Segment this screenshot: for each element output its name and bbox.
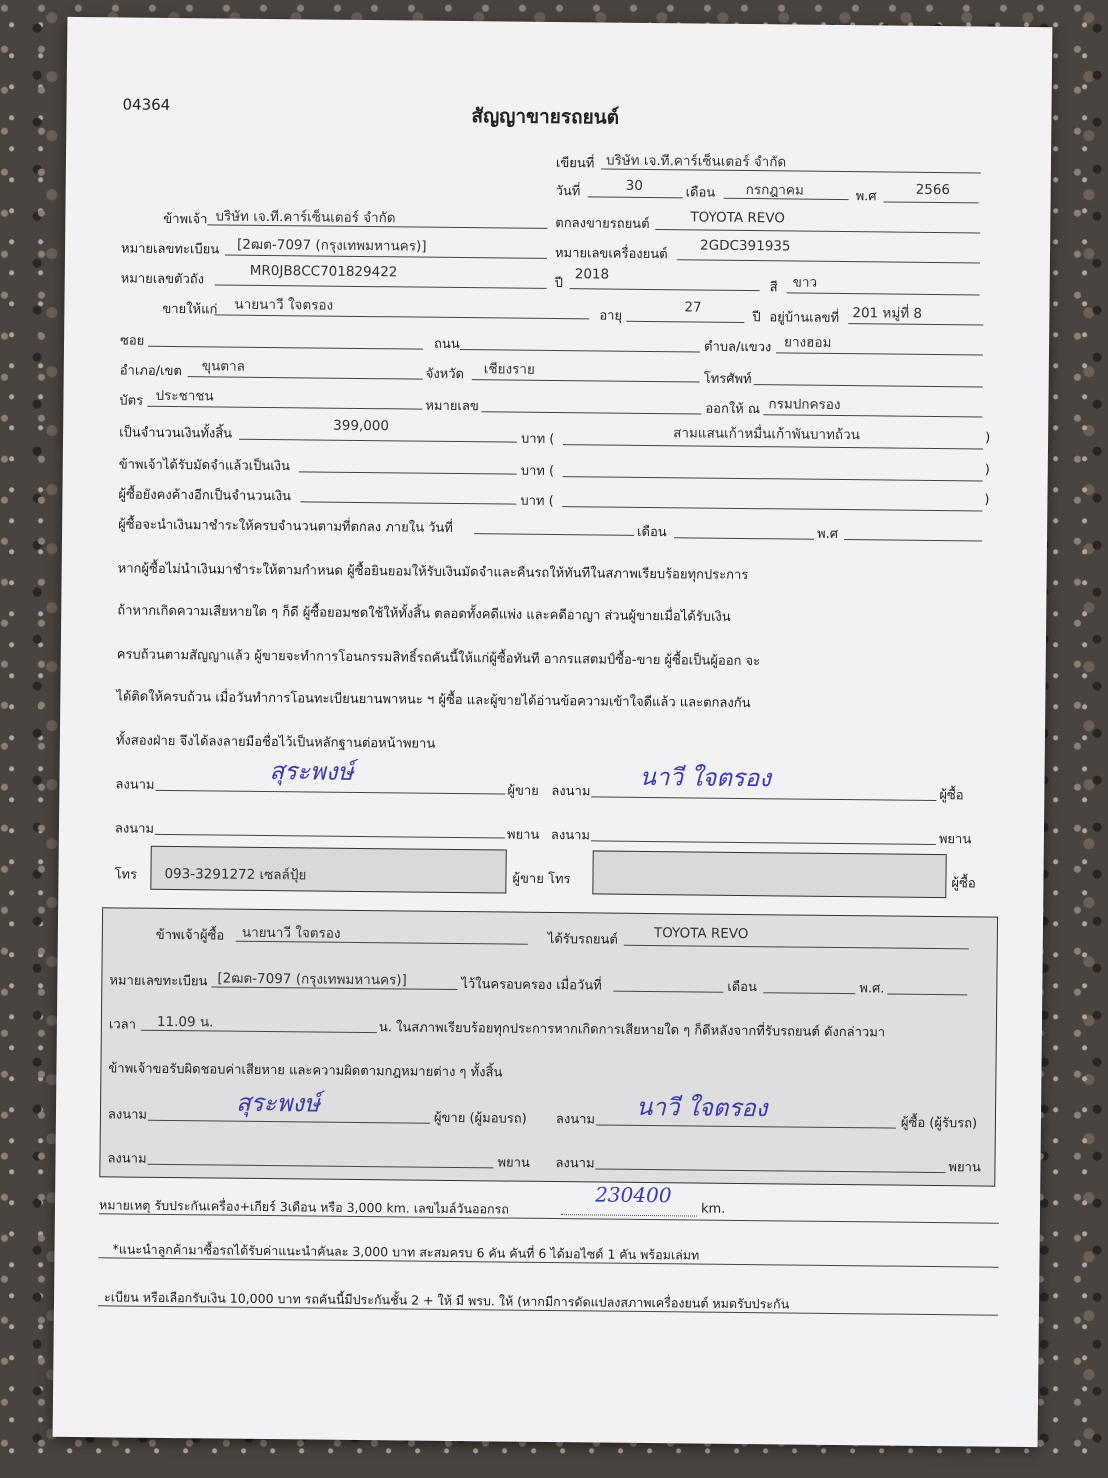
date-day: 30 bbox=[625, 177, 643, 194]
due-year-label: พ.ศ bbox=[817, 526, 839, 542]
age-unit: ปี bbox=[752, 310, 761, 326]
deposit-label: ข้าพเจ้าได้รับมัดจำแล้วเป็นเงิน bbox=[118, 457, 291, 475]
total-text: สามแสนเก้าหมื่นเก้าพันบาทถ้วน bbox=[673, 425, 861, 444]
date-day-label: วันที่ bbox=[555, 184, 581, 200]
receipt-responsibility: ข้าพเจ้าขอรับผิดชอบค่าเสียหาย และความผิดตามกฎหมายต่าง ๆ ทั้งสิ้น bbox=[108, 1061, 503, 1081]
date-year-label: พ.ศ bbox=[855, 189, 877, 205]
receipt-section bbox=[99, 907, 998, 1186]
receipt-car: TOYOTA REVO bbox=[653, 925, 749, 943]
vehicle-color: ขาว bbox=[792, 274, 818, 291]
terms-line-4: ได้ติดให้ครบถ้วน เมื่อวันทำการโอนทะเบียนยานพาหนะ ฯ ผู้ซื้อ และผู้ขายได้อ่านข้อความเข้าใจดีแล้ว และตกลงกัน bbox=[116, 689, 751, 712]
document-title: สัญญาขายรถยนต์ bbox=[471, 105, 620, 129]
total-label: เป็นจำนวนเงินทั้งสิ้น bbox=[119, 425, 233, 442]
deposit-line bbox=[299, 471, 517, 474]
seller-phone-role: ผู้ขาย โทร bbox=[512, 871, 571, 888]
color-line bbox=[787, 292, 980, 295]
buyer-issued: กรมปกครอง bbox=[768, 396, 841, 413]
date-year-line bbox=[884, 201, 979, 203]
deposit-text-line bbox=[563, 476, 983, 481]
road-line bbox=[460, 349, 700, 353]
seller-value: บริษัท เจ.ที.คาร์เซ็นเตอร์ จำกัด bbox=[215, 208, 396, 227]
issued-label: ออกให้ ณ bbox=[705, 401, 761, 418]
seller-phone-label: โทร bbox=[114, 867, 138, 883]
seller-signature: สุระพงษ์ bbox=[269, 757, 354, 786]
receipt-buyer-role: ผู้ซื้อ (ผู้รับรถ) bbox=[900, 1115, 978, 1132]
receipt-possess-label: ไว้ในครอบครอง เมื่อวันที่ bbox=[461, 977, 602, 994]
receipt-year-label: พ.ศ. bbox=[859, 981, 885, 997]
receipt-buyer-sign-label: ลงนาม bbox=[555, 1112, 596, 1128]
reg-value: [2ฒต-7097 (กรุงเทพมหานคร)] bbox=[237, 236, 427, 255]
buyer-house: 201 หมู่ที่ 8 bbox=[852, 305, 923, 322]
contract-paper bbox=[53, 17, 1053, 1447]
soi-line bbox=[148, 346, 423, 350]
terms-line-1: หากผู้ซื้อไม่นำเงินมาชำระให้ตามกำหนด ผู้ซื้อยินยอมให้รับเงินมัดจำและคืนรถให้ทันทีในสภาพเรียบร้อยทุกประการ bbox=[117, 561, 749, 584]
engine-label: หมายเลขเครื่องยนต์ bbox=[554, 246, 668, 263]
total-close: ) bbox=[985, 430, 991, 446]
receipt-month-label: เดือน bbox=[727, 979, 758, 996]
remain-baht: บาท ( bbox=[520, 493, 554, 509]
age-line bbox=[626, 321, 744, 323]
seller-sign-label: ลงนาม bbox=[115, 777, 155, 793]
reg-label: หมายเลขทะเบียน bbox=[120, 241, 220, 258]
remain-label: ผู้ซื้อยังคงค้างอีกเป็นจำนวนเงิน bbox=[118, 487, 292, 505]
buyer-phone-box bbox=[592, 850, 946, 898]
house-label: อยู่บ้านเลขที่ bbox=[769, 310, 840, 326]
due-month-label: เดือน bbox=[637, 524, 667, 541]
buyer-phone-role: ผู้ซื้อ bbox=[951, 876, 976, 892]
issued-line bbox=[763, 414, 982, 417]
buyer-signature: นาวี ใจตรอง bbox=[639, 762, 772, 793]
year-line bbox=[570, 288, 760, 291]
receipt-witness1-label: ลงนาม bbox=[107, 1151, 147, 1167]
card-no-label: หมายเลข bbox=[425, 398, 479, 415]
phone-label: โทรศัพท์ bbox=[703, 371, 752, 388]
agree-label: ตกลงขายรถยนต์ bbox=[555, 216, 650, 232]
receipt-reg: [2ฒต-7097 (กรุงเทพมหานคร)] bbox=[217, 970, 407, 989]
date-month-label: เดือน bbox=[685, 185, 716, 201]
vehicle-year: 2018 bbox=[574, 266, 610, 283]
buyer-subdistrict: ยางฮอม bbox=[784, 334, 832, 351]
receipt-seller-signature: สุระพงษ์ bbox=[235, 1088, 321, 1118]
seller-label: ข้าพเจ้า bbox=[163, 211, 208, 228]
receipt-buyer-label: ข้าพเจ้าผู้ซื้อ bbox=[155, 927, 225, 944]
remain-close: ) bbox=[984, 492, 990, 508]
remain-line bbox=[300, 501, 516, 504]
card-no-line bbox=[481, 411, 701, 414]
soi-label: ซอย bbox=[119, 333, 145, 349]
card-label: บัตร bbox=[119, 393, 144, 409]
document-number: 04364 bbox=[122, 95, 171, 114]
receipt-witness2-label: ลงนาม bbox=[555, 1156, 595, 1172]
total-amount: 399,000 bbox=[333, 417, 390, 435]
chassis-label: หมายเลขตัวถัง bbox=[120, 271, 205, 288]
province-line bbox=[472, 379, 700, 382]
witness1-sign-label: ลงนาม bbox=[114, 821, 155, 837]
terms-line-2: ถ้าหากเกิดความเสียหายใด ๆ ก็ดี ผู้ซื้อยอมชดใช้ให้ทั้งสิ้น ตลอดทั้งคดีแพ่ง และคดีอาญา ส่วนผู้ขายเมื่อได้รับเงิน bbox=[117, 603, 731, 625]
receipt-received-label: ได้รับรถยนต์ bbox=[547, 931, 618, 948]
receipt-buyer-signature: นาวี ใจตรอง bbox=[635, 1092, 768, 1123]
date-month: กรกฎาคม bbox=[745, 181, 804, 199]
seller-phone: 093-3291272 เซลล์ปุ้ย bbox=[164, 865, 307, 884]
mileage-line bbox=[561, 1214, 697, 1216]
mileage-value: 230400 bbox=[595, 1182, 672, 1208]
receipt-reg-label: หมายเลขทะเบียน bbox=[109, 973, 208, 990]
engine-value: 2GDC391935 bbox=[700, 237, 791, 255]
buyer-age: 27 bbox=[684, 299, 702, 316]
buyer-sign-label: ลงนาม bbox=[551, 783, 591, 800]
terms-line-3: ครบถ้วนตามสัญญาแล้ว ผู้ขายจะทำการโอนกรรมสิทธิ์รถคันนี้ให้แก่ผู้ซื้อทันที อากรแสตมป์ซื้อ-ขาย ผู้ซื้อเป็นผู้ออก จะ bbox=[116, 647, 761, 670]
remain-text-line bbox=[562, 506, 982, 511]
note-line-3: ะเบียน หรือเลือกรับเงิน 10,000 บาท รถคันนี้มีประกันชั้น 2 + ให้ มี พรบ. ให้ (หากมีการดัดแปลงสภาพเครื่องยนต์ หมดรับประกัน bbox=[103, 1289, 790, 1312]
due-day-line bbox=[474, 533, 634, 536]
buyer-card: ประชาชน bbox=[155, 387, 214, 405]
total-line bbox=[239, 439, 517, 443]
phone-line bbox=[754, 384, 983, 387]
province-label: จังหวัด bbox=[425, 366, 465, 383]
buyer-label: ขายให้แก่ bbox=[162, 301, 218, 318]
age-label: อายุ bbox=[599, 308, 623, 324]
deposit-close: ) bbox=[984, 462, 990, 478]
district-line bbox=[188, 376, 423, 379]
witness1-sign-line bbox=[155, 834, 505, 839]
total-baht: บาท ( bbox=[520, 431, 555, 448]
date-day-line bbox=[588, 196, 683, 198]
buyer-province: เชียงราย bbox=[483, 361, 535, 378]
receipt-condition: น. ในสภาพเรียบร้อยทุกประการหากเกิดการเสียหายใด ๆ ก็ดีหลังจากที่รับรถยนต์ ดังกล่าวมา bbox=[378, 1020, 886, 1041]
buyer-name: นายนาวี ใจตรอง bbox=[234, 296, 334, 314]
witness1-role: พยาน bbox=[506, 827, 540, 843]
receipt-time: 11.09 น. bbox=[156, 1013, 214, 1031]
year-label: ปี bbox=[554, 275, 564, 292]
receipt-witness2-role: พยาน bbox=[948, 1160, 981, 1176]
witness2-sign-line bbox=[591, 840, 936, 845]
receipt-seller-role: ผู้ขาย (ผู้มอบรถ) bbox=[433, 1110, 527, 1127]
witness2-sign-label: ลงนาม bbox=[550, 827, 591, 844]
chassis-line bbox=[215, 284, 547, 288]
receipt-witness1-role: พยาน bbox=[497, 1155, 530, 1171]
deposit-baht: บาท ( bbox=[520, 463, 555, 480]
written-at-label: เขียนที่ bbox=[555, 156, 595, 172]
subdistrict-line bbox=[776, 352, 983, 355]
buyer-district: ขุนตาล bbox=[201, 358, 245, 375]
terms-line-5: ทั้งสองฝ่าย จึงได้ลงลายมือชื่อไว้เป็นหลักฐานต่อหน้าพยาน bbox=[115, 733, 436, 752]
written-at-value: บริษัท เจ.ที.คาร์เซ็นเตอร์ จำกัด bbox=[605, 152, 787, 171]
receipt-seller-sign-label: ลงนาม bbox=[107, 1107, 148, 1123]
subdistrict-label: ตำบล/แขวง bbox=[703, 339, 772, 356]
mileage-unit: km. bbox=[700, 1201, 726, 1217]
car-model: TOYOTA REVO bbox=[690, 209, 786, 227]
chassis-value: MR0JB8CC701829422 bbox=[249, 262, 398, 281]
due-month-line bbox=[674, 537, 814, 539]
note-rule-1 bbox=[99, 1213, 999, 1223]
witness2-role: พยาน bbox=[938, 832, 972, 848]
buyer-line bbox=[214, 314, 589, 319]
buyer-role: ผู้ซื้อ bbox=[939, 788, 964, 804]
district-label: อำเภอ/เขต bbox=[119, 363, 182, 380]
car-line bbox=[655, 229, 980, 233]
engine-line bbox=[677, 259, 980, 263]
due-year-line bbox=[844, 539, 982, 541]
card-line bbox=[147, 406, 422, 410]
receipt-buyer: นายนาวี ใจตรอง bbox=[241, 924, 341, 942]
seller-role: ผู้ขาย bbox=[507, 783, 539, 799]
road-label: ถนน bbox=[433, 336, 460, 353]
due-label: ผู้ซื้อจะนำเงินมาชำระให้ครบจำนวนตามที่ตกลง ภายใน วันที่ bbox=[118, 517, 453, 536]
note-line-2: *แนะนำลูกค้ามาซื้อรถได้รับค่าแนะนำคันละ 3,000 บาท สะสมครบ 6 คัน คันที่ 6 ได้มอไซด์ 1 คัน พร้อมเล่มท bbox=[112, 1241, 700, 1263]
note-line-1: หมายเหตุ รับประกันเครื่อง+เกียร์ 3เดือน หรือ 3,000 km. เลขไมล์วันออกรถ bbox=[98, 1197, 509, 1217]
receipt-time-label: เวลา bbox=[108, 1017, 137, 1033]
total-text-line bbox=[563, 444, 983, 449]
date-year: 2566 bbox=[915, 181, 951, 199]
color-label: สี bbox=[769, 280, 778, 296]
